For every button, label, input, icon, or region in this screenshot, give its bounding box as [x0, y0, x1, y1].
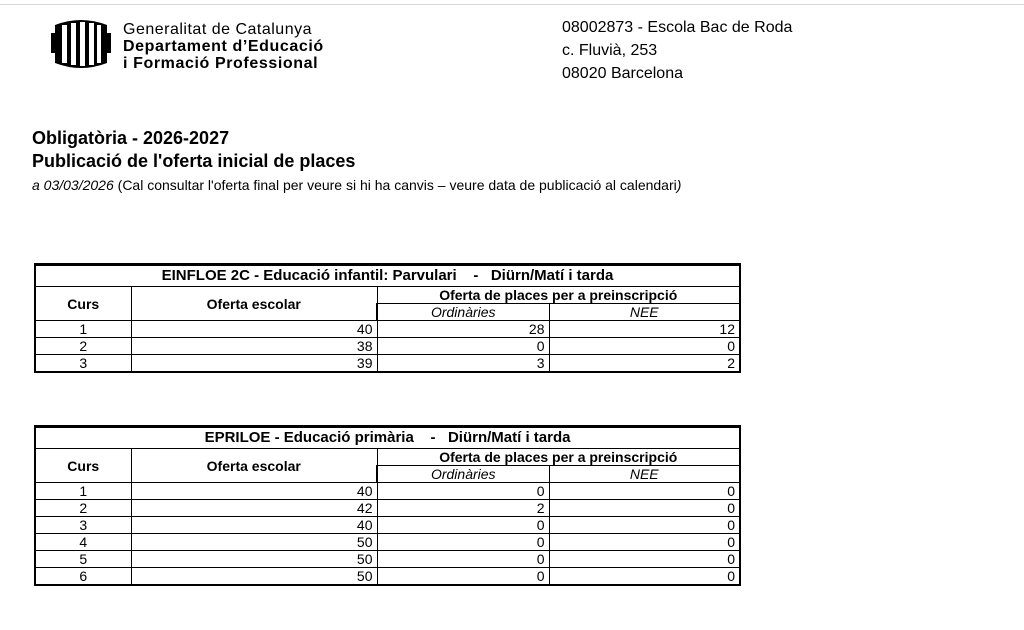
school-street: c. Fluvià, 253 [562, 42, 658, 59]
generalitat-logo-icon [51, 17, 111, 69]
header-ordinaries: Ordinàries [377, 466, 549, 483]
cell-nee: 0 [549, 517, 740, 534]
header-oferta-escolar: Oferta escolar [131, 449, 377, 483]
cell-ordinaries: 0 [377, 534, 549, 551]
cell-oferta: 42 [131, 500, 377, 517]
offer-table-infantil [34, 263, 741, 373]
header-ordinaries: Ordinàries [377, 304, 549, 321]
cell-nee: 2 [549, 355, 740, 373]
table-row [35, 338, 740, 355]
cell-nee: 0 [549, 338, 740, 355]
page-top-border [0, 4, 1024, 5]
document-title: Obligatòria - 2026-2027 [32, 128, 230, 148]
org-name-line3: i Formació Professional [123, 55, 319, 72]
cell-ordinaries: 0 [377, 551, 549, 568]
table-row [35, 551, 740, 568]
header-nee: NEE [549, 304, 740, 321]
cell-nee: 0 [549, 483, 740, 500]
table-row [35, 483, 740, 500]
cell-ordinaries: 0 [377, 517, 549, 534]
publication-note [32, 175, 681, 196]
cell-curs: 3 [35, 517, 131, 534]
header-curs: Curs [35, 449, 131, 483]
cell-ordinaries: 2 [377, 500, 549, 517]
header-nee: NEE [549, 466, 740, 483]
cell-curs: 2 [35, 500, 131, 517]
school-address [562, 16, 792, 85]
document-subtitle: Publicació de l'oferta inicial de places [32, 151, 356, 171]
cell-curs: 6 [35, 568, 131, 586]
cell-nee: 12 [549, 321, 740, 338]
publication-date: a 03/03/2026 [32, 177, 114, 193]
cell-nee: 0 [549, 568, 740, 586]
org-name-line1: Generalitat de Catalunya [123, 21, 312, 38]
cell-nee: 0 [549, 534, 740, 551]
note-text: Cal consultar l'oferta final per veure si hi ha canvis – veure data de publicació al calendari [122, 177, 677, 193]
cell-curs: 3 [35, 355, 131, 373]
table-caption: EINFLOE 2C - Educació infantil: Parvulari - Diürn/Matí i tarda [35, 265, 740, 287]
note-open-paren: ( [113, 177, 123, 193]
organization-name [123, 21, 324, 72]
document-title-block [32, 127, 681, 196]
cell-curs: 1 [35, 483, 131, 500]
cell-curs: 5 [35, 551, 131, 568]
cell-ordinaries: 0 [377, 338, 549, 355]
cell-curs: 2 [35, 338, 131, 355]
table-row [35, 321, 740, 338]
cell-oferta: 40 [131, 517, 377, 534]
cell-oferta: 50 [131, 568, 377, 586]
cell-ordinaries: 3 [377, 355, 549, 373]
table-row [35, 517, 740, 534]
header-oferta-places: Oferta de places per a preinscripció [377, 449, 740, 466]
cell-curs: 4 [35, 534, 131, 551]
cell-oferta: 40 [131, 483, 377, 500]
table-row [35, 500, 740, 517]
cell-ordinaries: 28 [377, 321, 549, 338]
cell-oferta: 38 [131, 338, 377, 355]
header-oferta-places: Oferta de places per a preinscripció [377, 287, 740, 304]
cell-ordinaries: 0 [377, 483, 549, 500]
note-close-paren: ) [676, 177, 682, 193]
cell-oferta: 50 [131, 534, 377, 551]
header-oferta-escolar: Oferta escolar [131, 287, 377, 321]
offer-table-primaria [34, 425, 741, 586]
school-city: 08020 Barcelona [562, 65, 683, 82]
cell-ordinaries: 0 [377, 568, 549, 586]
cell-curs: 1 [35, 321, 131, 338]
header-curs: Curs [35, 287, 131, 321]
table-row [35, 355, 740, 373]
table-caption: EPRILOE - Educació primària - Diürn/Matí i tarda [35, 427, 740, 449]
cell-nee: 0 [549, 500, 740, 517]
org-name-line2: Departament d’Educació [123, 38, 324, 55]
cell-oferta: 50 [131, 551, 377, 568]
school-code-name: 08002873 - Escola Bac de Roda [562, 19, 793, 36]
table-row [35, 568, 740, 586]
table-row [35, 534, 740, 551]
cell-oferta: 40 [131, 321, 377, 338]
cell-oferta: 39 [131, 355, 377, 373]
cell-nee: 0 [549, 551, 740, 568]
